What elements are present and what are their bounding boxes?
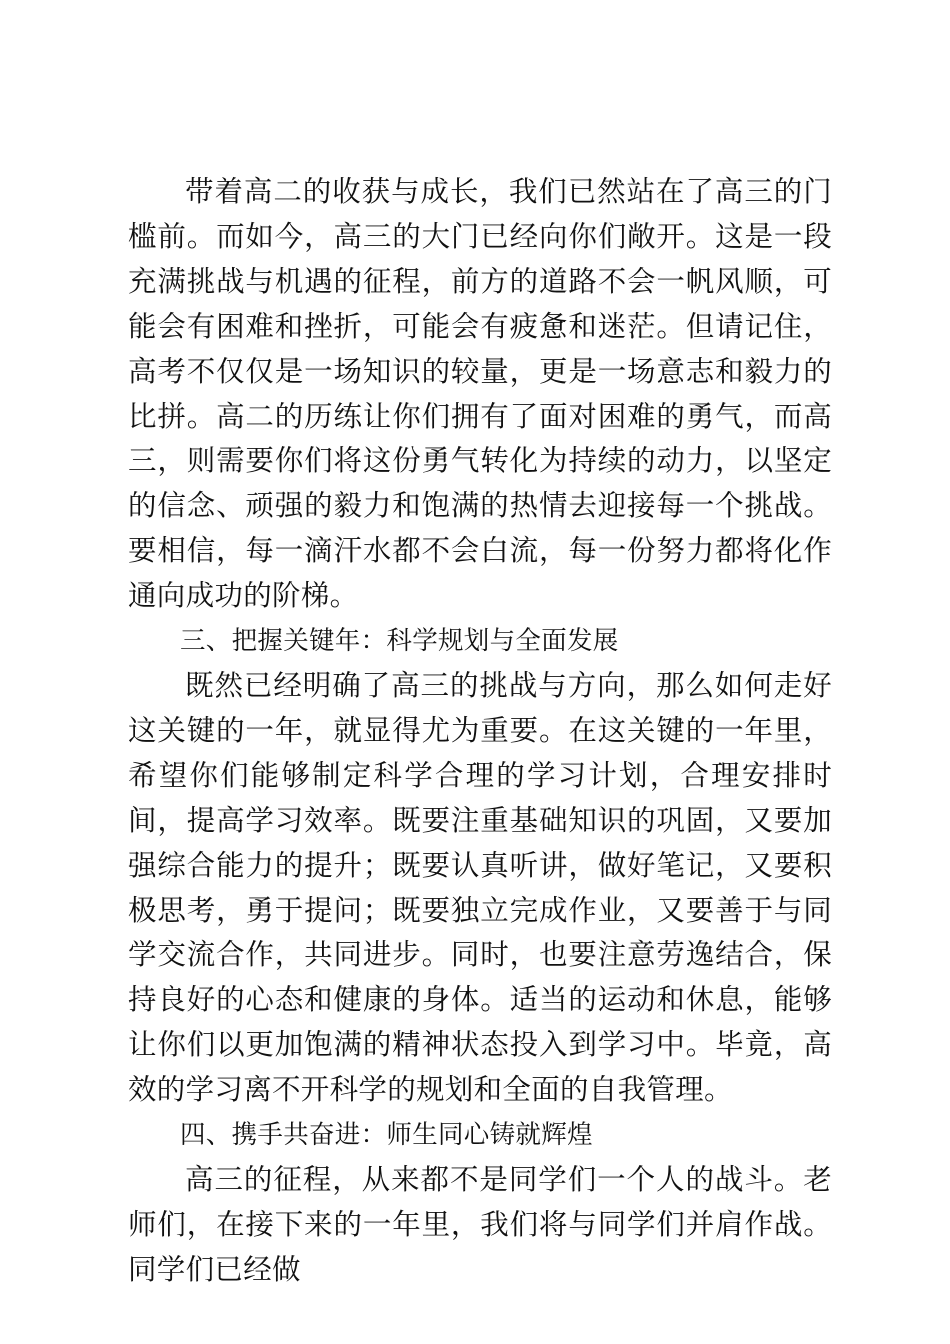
body-paragraph: 带着高二的收获与成长，我们已然站在了高三的门槛前。而如今，高三的大门已经向你们敞开。这是一段充满挑战与机遇的征程，前方的道路不会一帆风顺，可能会有困难和挫折，可能会有疲惫和迷茫。但请记住，高考不仅仅是一场知识的较量，更是一场意志和毅力的比拼。高二的历练让你们拥有了面对困难的勇气，而高三，则需要你们将这份勇气转化为持续的动力，以坚定的信念、顽强的毅力和饱满的热情去迎接每一个挑战。要相信，每一滴汗水都不会白流，每一份努力都将化作通向成功的阶梯。 [128,175,832,613]
document-body [128,170,832,1293]
section-heading: 三、把握关键年：科学规划与全面发展 [180,626,619,657]
body-paragraph: 既然已经明确了高三的挑战与方向，那么如何走好这关键的一年，就显得尤为重要。在这关键的一年里，希望你们能够制定科学合理的学习计划，合理安排时间，提高学习效率。既要注重基础知识的巩固，又要加强综合能力的提升；既要认真听讲，做好笔记，又要积极思考，勇于提问；既要独立完成作业，又要善于与同学交流合作，共同进步。同时，也要注意劳逸结合，保持良好的心态和健康的身体。适当的运动和休息，能够让你们以更加饱满的精神状态投入到学习中。毕竟，高效的学习离不开科学的规划和全面的自我管理。 [128,668,832,1107]
section-heading: 四、携手共奋进：师生同心铸就辉煌 [180,1120,593,1151]
body-paragraph: 高三的征程，从来都不是同学们一个人的战斗。老师们，在接下来的一年里，我们将与同学们并肩作战。同学们已经做 [128,1162,832,1286]
